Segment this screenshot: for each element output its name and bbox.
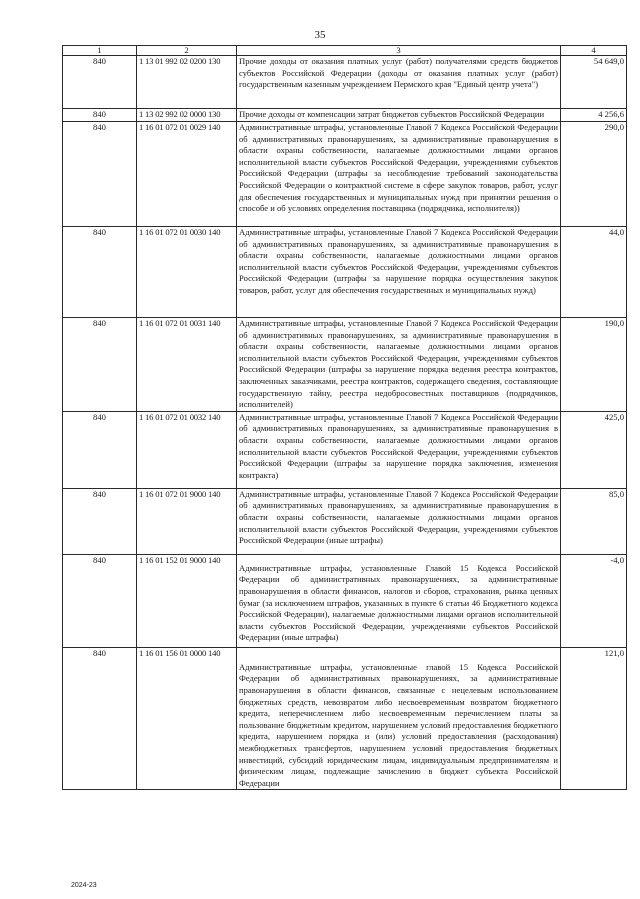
admin-code-cell: 840 bbox=[63, 647, 137, 790]
table-row bbox=[63, 109, 627, 122]
revenue-name-cell: Административные штрафы, установленные Главой 15 Кодекса Российской Федерации об административных правонарушениях, за административные правонарушения в области финансов, налогов и сборов, страхования, рынка ценных бумаг (за исключением штрафов, указанных в пункте 6 статьи 46 Бюджетного кодекса Российской Федерации), налагаемые должностными лицами органов исполнительной власти субъектов Российской Федерации, учреждениями субъектов Российской Федерации (иные штрафы) bbox=[237, 554, 561, 647]
table-row bbox=[63, 411, 627, 488]
table-row bbox=[63, 554, 627, 647]
revenue-name-cell: Прочие доходы от оказания платных услуг (работ) получателями средств бюджетов субъектов Российской Федерации (доходы от оказания платных услуг (работ) государственным казенным учреждением Пермского края "Единый центр учета") bbox=[237, 56, 561, 109]
admin-code-cell: 840 bbox=[63, 488, 137, 554]
budget-code-cell: 1 13 02 992 02 0000 130 bbox=[137, 109, 237, 122]
budget-code-cell: 1 16 01 072 01 0032 140 bbox=[137, 411, 237, 488]
admin-code-cell: 840 bbox=[63, 227, 137, 318]
admin-code-cell: 840 bbox=[63, 56, 137, 109]
column-number: 3 bbox=[237, 46, 561, 56]
revenue-name-cell: Административные штрафы, установленные Главой 7 Кодекса Российской Федерации об административных правонарушениях, за административные правонарушения в области охраны собственности, налагаемые должностными лицами органов исполнительной власти субъектов Российской Федерации, учреждениями субъектов Российской Федерации (штрафы за нарушение порядка осуществления закупок товаров, работ, услуг для обеспечения государственных и муниципальных нужд) bbox=[237, 227, 561, 318]
amount-cell: 85,0 bbox=[561, 488, 627, 554]
budget-code-cell: 1 16 01 072 01 0031 140 bbox=[137, 318, 237, 412]
revenue-name-cell: Административные штрафы, установленные Главой 7 Кодекса Российской Федерации об административных правонарушениях, за административные правонарушения в области охраны собственности, налагаемые должностными лицами органов исполнительной власти субъектов Российской Федерации, учреждениями субъектов Российской Федерации (иные штрафы) bbox=[237, 488, 561, 554]
revenue-name-cell: Административные штрафы, установленные главой 15 Кодекса Российской Федерации об административных правонарушениях, за административные правонарушения в области финансов, связанные с нецелевым использованием бюджетных средств, невозвратом либо несвоевременным возвратом бюджетного кредита, неперечислением либо несвоевременным перечислением платы за пользование бюджетным кредитом, нарушением условий предоставления бюджетного кредита, нарушением порядка и (или) условий предоставления (расходования) межбюджетных трансфертов, нарушением условий предоставления бюджетных инвестиций, субсидий юридическим лицам, индивидуальным предпринимателям и физическим лицам, подлежащие зачислению в бюджет субъекта Российской Федерации bbox=[237, 647, 561, 790]
table-row bbox=[63, 56, 627, 109]
revenue-name-cell: Административные штрафы, установленные Главой 7 Кодекса Российской Федерации об административных правонарушениях, за административные правонарушения в области охраны собственности, налагаемые должностными лицами органов исполнительной власти субъектов Российской Федерации, учреждениями субъектов Российской Федерации (штрафы за нарушение порядка ведения реестра контрактов, заключенных заказчиками, реестра контрактов, содержащего сведения, составляющие государственную тайну, реестра недобросовестных поставщиков (подрядчиков, исполнителей) bbox=[237, 318, 561, 412]
amount-cell: 425,0 bbox=[561, 411, 627, 488]
page-number: 35 bbox=[314, 29, 326, 41]
admin-code-cell: 840 bbox=[63, 318, 137, 412]
revenue-name-cell: Административные штрафы, установленные Главой 7 Кодекса Российской Федерации об административных правонарушениях, за административные правонарушения в области охраны собственности, налагаемые должностными лицами органов исполнительной власти субъектов Российской Федерации, учреждениями субъектов Российской Федерации (штрафы за нарушение порядка заключения, изменения контракта) bbox=[237, 411, 561, 488]
table-row bbox=[63, 318, 627, 412]
column-number: 2 bbox=[137, 46, 237, 56]
amount-cell: 121,0 bbox=[561, 647, 627, 790]
admin-code-cell: 840 bbox=[63, 109, 137, 122]
column-number-row bbox=[63, 46, 627, 56]
amount-cell: 4 256,6 bbox=[561, 109, 627, 122]
table-row bbox=[63, 227, 627, 318]
admin-code-cell: 840 bbox=[63, 411, 137, 488]
admin-code-cell: 840 bbox=[63, 122, 137, 227]
budget-code-cell: 1 16 01 156 01 0000 140 bbox=[137, 647, 237, 790]
revenue-name-cell: Административные штрафы, установленные Главой 7 Кодекса Российской Федерации об административных правонарушениях, за административные правонарушения в области охраны собственности, налагаемые должностными лицами органов исполнительной власти субъектов Российской Федерации, учреждениями субъектов Российской Федерации (штрафы за несоблюдение требований законодательства Российской Федерации о контрактной системе в сфере закупок товаров, работ, услуг для обеспечения государственных и муниципальных нужд при принятии решения о способе и об условиях определения поставщика (подрядчика, исполнителя)) bbox=[237, 122, 561, 227]
table-body bbox=[63, 46, 627, 790]
amount-cell: -4,0 bbox=[561, 554, 627, 647]
budget-code-cell: 1 16 01 072 01 9000 140 bbox=[137, 488, 237, 554]
amount-cell: 190,0 bbox=[561, 318, 627, 412]
amount-cell: 54 649,0 bbox=[561, 56, 627, 109]
revenue-name-cell: Прочие доходы от компенсации затрат бюджетов субъектов Российской Федерации bbox=[237, 109, 561, 122]
budget-code-cell: 1 16 01 072 01 0029 140 bbox=[137, 122, 237, 227]
budget-code-cell: 1 16 01 152 01 9000 140 bbox=[137, 554, 237, 647]
table-row bbox=[63, 122, 627, 227]
column-number: 1 bbox=[63, 46, 137, 56]
table-row bbox=[63, 647, 627, 790]
column-number: 4 bbox=[561, 46, 627, 56]
revenue-table bbox=[62, 45, 627, 790]
document-footer-code: 2024-23 bbox=[71, 882, 97, 889]
admin-code-cell: 840 bbox=[63, 554, 137, 647]
table-row bbox=[63, 488, 627, 554]
amount-cell: 44,0 bbox=[561, 227, 627, 318]
budget-code-cell: 1 16 01 072 01 0030 140 bbox=[137, 227, 237, 318]
budget-code-cell: 1 13 01 992 02 0200 130 bbox=[137, 56, 237, 109]
amount-cell: 290,0 bbox=[561, 122, 627, 227]
